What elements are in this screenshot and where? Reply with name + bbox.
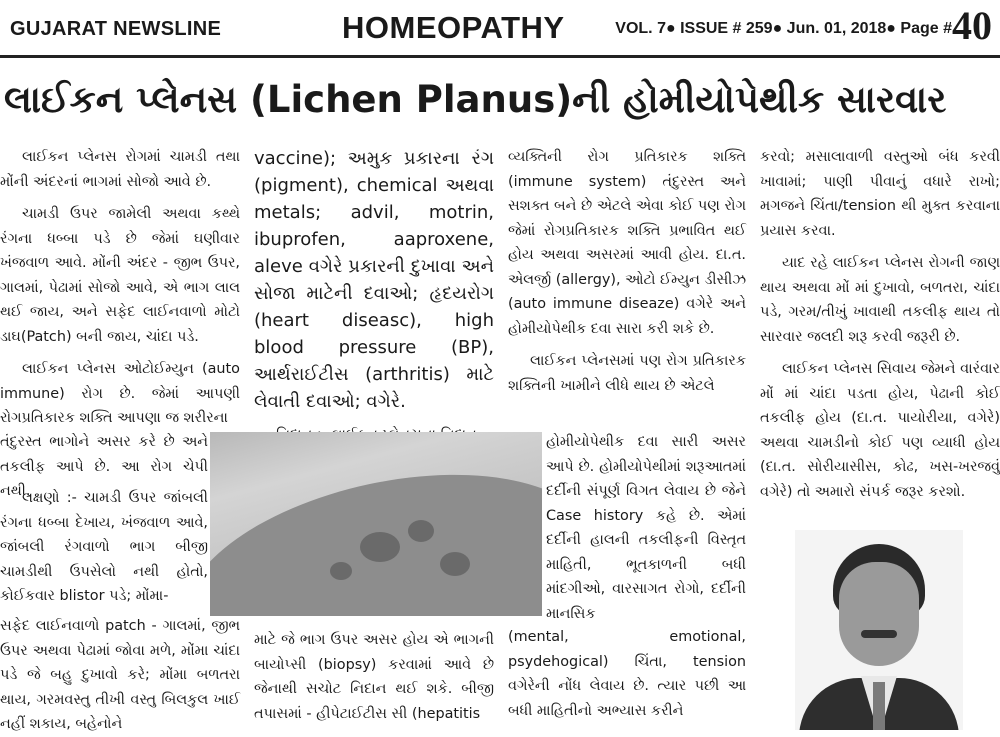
paragraph: વ્યક્તિની રોગ પ્રતિકારક શક્તિ (immune system) તંદુરસ્ત અને સશક્ત બને છે એટલે એવા કોઈ પણ રોગ જેમાં રોગપ્રતિકારક શક્તિ પ્રભાવિત થઈ હોય અથવા અસરમાં આવી હોય. દા.ત. એલર્જી (allergy), ઓટો ઈમ્યુન ડીસીઝ (auto immune diseaze) વગેરે અને હોમીયોપેથીક દવા સારા કરી શકે છે. — [508, 149, 746, 337]
portrait-face — [839, 562, 919, 666]
article-column-2 — [254, 145, 494, 456]
portrait-tie — [873, 682, 885, 730]
paragraph: લાઈકન પ્લેનસમાં પણ રોગ પ્રતિકારક શક્તિની ખામીને લીધે થાય છે એટલે — [508, 353, 746, 394]
paragraph: લાઈકન પ્લેનસ ઓટોઈમ્યુન (auto immune) રોગ છે. જેમાં આપણી રોગપ્રતિકારક શક્તિ આપણા જ શરીરના — [0, 361, 240, 426]
page-number: 40 — [952, 3, 992, 48]
lesion-mark — [360, 532, 400, 562]
portrait-mustache — [861, 630, 897, 638]
paragraph: કરવો; મસાલાવાળી વસ્તુઓ બંધ કરવી ખાવામાં; પાણી પીવાનું વધારે રાખો; મગજને ચિંતા/tension થી મુક્ત કરવાના પ્રયાસ કરવા. — [760, 149, 1000, 239]
paragraph: લાઈકન પ્લેનસ સિવાય જેમને વારંવાર મોં માં ચાંદા પડતા હોય, પેઢાની કોઈ તકલીફ હોય (દા.ત. પાયોરીયા, વગેરે) અથવા ચામડીનો કોઈ પણ વ્યાધી હોય (દા.ત. સોરીયાસીસ, કોઢ, ખસ-ખરજવું વગેરે) તો અમારો સંપર્ક જરૂર કરશો. — [760, 361, 1000, 500]
symptoms-paragraph: લક્ષણો :- ચામડી ઉપર જાંબલી રંગના ધબ્બા દેખાય, ખંજવાળ આવે, જાંબલી રંગવાળો ભાગ બીજી ચામડીથી ઉપસેલો નથી હોતો, કોઈકવાર blistor પડે; મોંમા- — [0, 490, 208, 604]
lesion-mark — [408, 520, 434, 542]
paragraph: vaccine); અમુક પ્રકારના રંગ (pigment), chemical અથવા metals; advil, motrin, ibuprofen, aaproxene, aleve વગેરે પ્રકારની દુખાવા અને સોજા માટેની દવાઓ; હૃદયરોગ (heart diseasc), high blood pressure (BP), આર્થરાઈટીસ (arthritis) માટે લેવાતી દવાઓ; વગેરે. — [254, 148, 494, 412]
article-column-1 — [0, 145, 240, 439]
issue-meta: VOL. 7● ISSUE # 259● Jun. 01, 2018● Page # — [615, 20, 952, 37]
paragraph: લાઈકન પ્લેનસ રોગમાં ચામડી તથા મોંની અંદરનાં ભાગમાં સોજો આવે છે. — [0, 149, 240, 190]
article-headline: લાઈકન પ્લેનસ (Lichen Planus)ની હોમીયોપેથીક સારવાર — [4, 78, 947, 121]
lesion-mark — [440, 552, 470, 576]
arm-shape — [210, 441, 542, 616]
diagnosis-continued: માટે જે ભાગ ઉપર અસર હોય એ ભાગની બાયોપ્સી (biopsy) કરવામાં આવે છે જેનાથી સચોટ નિદાન થઈ શકે. બીજી તપાસમાં - હીપેટાઈટીસ સી (hepatitis — [254, 632, 494, 722]
issue-info — [615, 3, 992, 48]
author-portrait-photo — [795, 530, 963, 730]
lichen-planus-skin-photo — [210, 432, 542, 616]
article-column-3 — [508, 145, 746, 406]
case-history-continued: (mental, emotional, psydehogical) ચિંતા, tension વગેરેની નોંધ લેવાય છે. ત્યાર પછી આ બધી માહિતીનો અભ્યાસ કરીને — [508, 629, 746, 719]
paragraph: ચામડી ઉપર જામેલી અથવા કથ્થે રંગના ધબ્બા પડે છે જેમાં ઘણીવાર ખંજવાળ આવે. મોંની અંદર - જીભ ઉપર, ગાલમાં, પેઢામાં સોજો આવે, એ ભાગ લાલ થઈ જાય, અને સફેદ લાઈનવાળો મોટો ડાઘ(Patch) બની જાય, ચાંદા પડે. — [0, 206, 240, 345]
section-title: HOMEOPATHY — [342, 10, 565, 45]
article-column-4 — [760, 145, 1000, 512]
header-rule — [0, 55, 1000, 58]
publication-name: GUJARAT NEWSLINE — [10, 18, 222, 40]
paragraph-wrap: તંદુરસ્ત ભાગોને અસર કરે છે અને તકલીફ આપે છે. આ રોગ ચેપી નથી. — [0, 434, 208, 499]
page-header — [0, 0, 1000, 60]
case-history-paragraph: હોમીયોપેથીક દવા સારી અસર આપે છે. હોમીયોપેથીમાં શરૂઆતમાં દર્દીની સંપૂર્ણ વિગત લેવાય છે જેને Case history કહે છે. એમાં દર્દીની હાલની તકલીફની વિસ્તૃત માહિતી, ભૂતકાળની બધી માંદગીઓ, વારસાગત રોગો, દર્દીની માનસિક — [546, 434, 746, 622]
lesion-mark — [330, 562, 352, 580]
symptoms-continued: સફેદ લાઈનવાળો patch - ગાલમાં, જીભ ઉપર અથવા પેઢામાં જોવા મળે, મોંમા ચાંદા પડે જે બહુ દુખાવો કરે; મોંમા બળતરા થાય, ગરમવસ્તુ તીખી વસ્તુ બિલકુલ ખાઈ નહીં શકાય, બહેનોને — [0, 618, 240, 732]
paragraph: યાદ રહે લાઈકન પ્લેનસ રોગની જાણ થાય અથવા મોં માં દુખાવો, બળતરા, ચાંદા પડે, ગરમ/તીખું ખાવાથી તકલીફ થાય તો સારવાર જલદી શરૂ કરવી જરૂરી છે. — [760, 255, 1000, 345]
